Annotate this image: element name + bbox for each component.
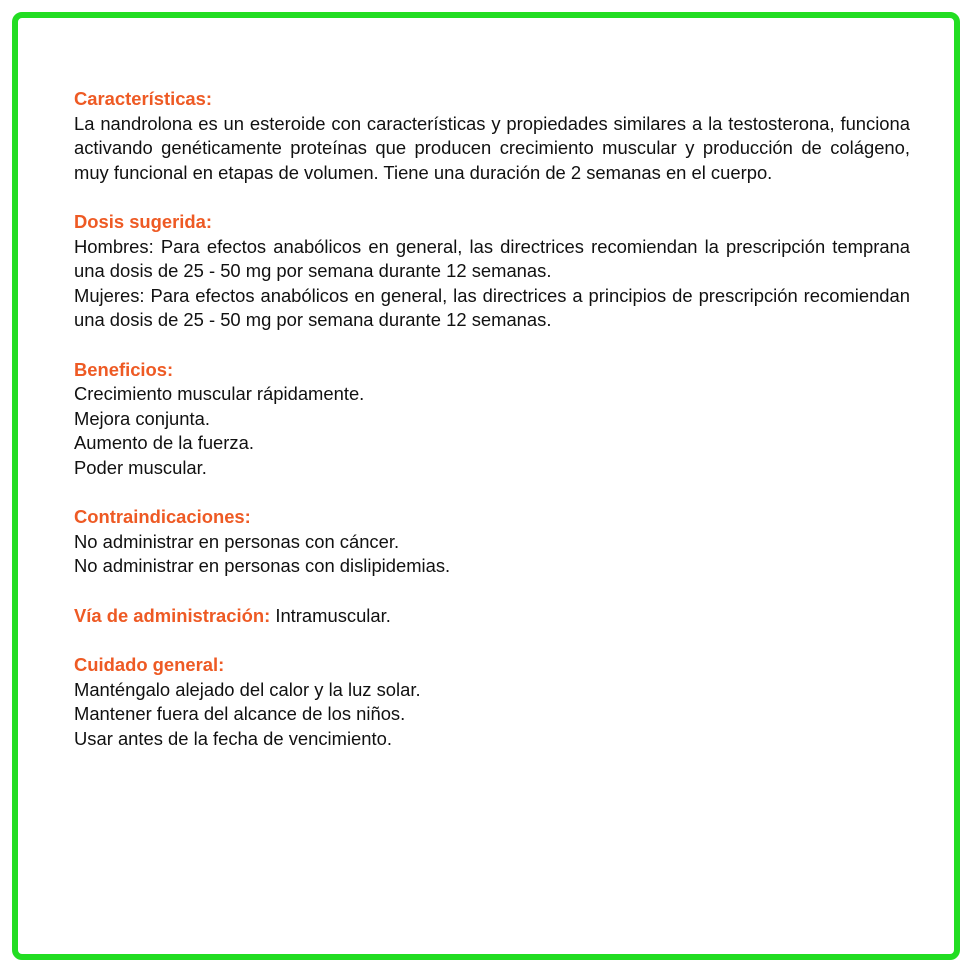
list-item: Poder muscular. bbox=[74, 456, 207, 478]
dosis-mujeres-text: Mujeres: Para efectos anabólicos en general, las directrices a principios de prescripción recomiendan una dosis de 25 - 50 mg por semana durante 12 semanas. bbox=[74, 284, 910, 330]
section-caracteristicas bbox=[74, 87, 910, 185]
caracteristicas-text: La nandrolona es un esteroide con características y propiedades similares a la testosterona, funciona activando genéticamente proteínas que producen crecimiento muscular y producción de colágeno, muy funcional en etapas de volumen. Tiene una duración de 2 semanas en el cuerpo. bbox=[74, 112, 910, 183]
list-item: Crecimiento muscular rápidamente. bbox=[74, 383, 365, 404]
list-item: No administrar en personas con dislipidemias. bbox=[74, 555, 451, 576]
list-item: Usar antes de la fecha de vencimiento. bbox=[74, 727, 392, 749]
list-item: Manténgalo alejado del calor y la luz solar. bbox=[74, 678, 421, 700]
section-via bbox=[74, 604, 910, 629]
via-line bbox=[74, 604, 910, 629]
product-info-document bbox=[74, 87, 910, 776]
list-item: Mejora conjunta. bbox=[74, 407, 210, 429]
via-value: Intramuscular. bbox=[275, 604, 391, 626]
list-item: Aumento de la fuerza. bbox=[74, 432, 254, 453]
heading-contraindicaciones: Contraindicaciones: bbox=[74, 506, 251, 527]
heading-cuidado: Cuidado general: bbox=[74, 654, 225, 675]
list-item: No administrar en personas con cáncer. bbox=[74, 530, 400, 552]
heading-via: Vía de administración: bbox=[74, 604, 271, 626]
section-beneficios bbox=[74, 358, 910, 481]
dosis-hombres-text: Hombres: Para efectos anabólicos en general, las directrices recomiendan la prescripción temprana una dosis de 25 - 50 mg por semana durante 12 semanas. bbox=[74, 235, 910, 281]
heading-dosis: Dosis sugerida: bbox=[74, 211, 212, 232]
heading-caracteristicas: Características: bbox=[74, 88, 213, 109]
section-cuidado bbox=[74, 653, 910, 751]
section-dosis bbox=[74, 210, 910, 333]
heading-beneficios: Beneficios: bbox=[74, 358, 174, 380]
section-contraindicaciones bbox=[74, 505, 910, 579]
list-item: Mantener fuera del alcance de los niños. bbox=[74, 703, 406, 724]
